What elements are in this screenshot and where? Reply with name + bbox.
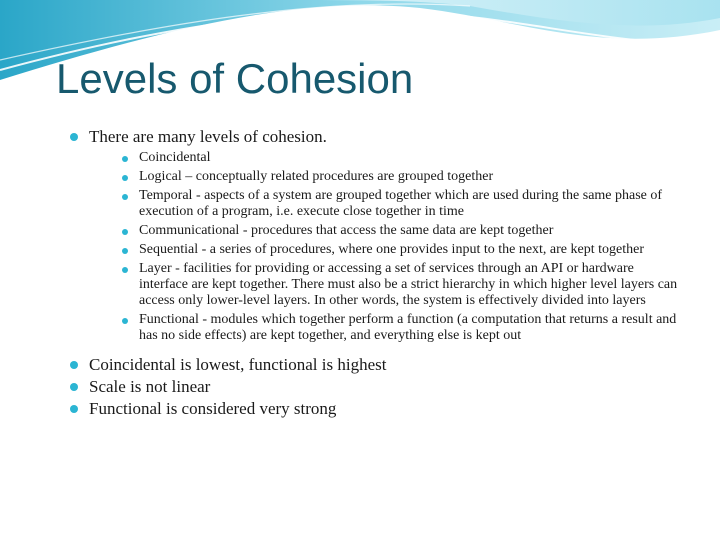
point-lowest-highest: Coincidental is lowest, functional is highest <box>68 354 678 376</box>
level-coincidental: Coincidental <box>121 150 678 166</box>
intro-text: There are many levels of cohesion. <box>89 127 327 146</box>
level-temporal: Temporal - aspects of a system are grouped together which are used during the same phase of execution of a program, i.e. execute close together in time <box>121 188 678 220</box>
level-functional: Functional - modules which together perform a function (a computation that returns a result and has no side effects) are kept together, and everything else is kept out <box>121 312 678 344</box>
cohesion-levels-list <box>89 150 678 344</box>
level-layer: Layer - facilities for providing or accessing a set of services through an API or hardware interface are kept together. There must also be a strict hierarchy in which higher level layers can access only lower-level layers. In other words, the system is effectively divided into layers <box>121 261 678 309</box>
level-sequential: Sequential - a series of procedures, where one provides input to the next, are kept together <box>121 242 678 258</box>
level-communicational: Communicational - procedures that access the same data are kept together <box>121 223 678 239</box>
bullet-list <box>68 126 678 420</box>
point-functional-strong: Functional is considered very strong <box>68 398 678 420</box>
level-logical: Logical – conceptually related procedures are grouped together <box>121 169 678 185</box>
slide-title: Levels of Cohesion <box>56 55 414 102</box>
slide-body <box>68 126 678 420</box>
point-scale: Scale is not linear <box>68 376 678 398</box>
list-item <box>68 126 678 344</box>
